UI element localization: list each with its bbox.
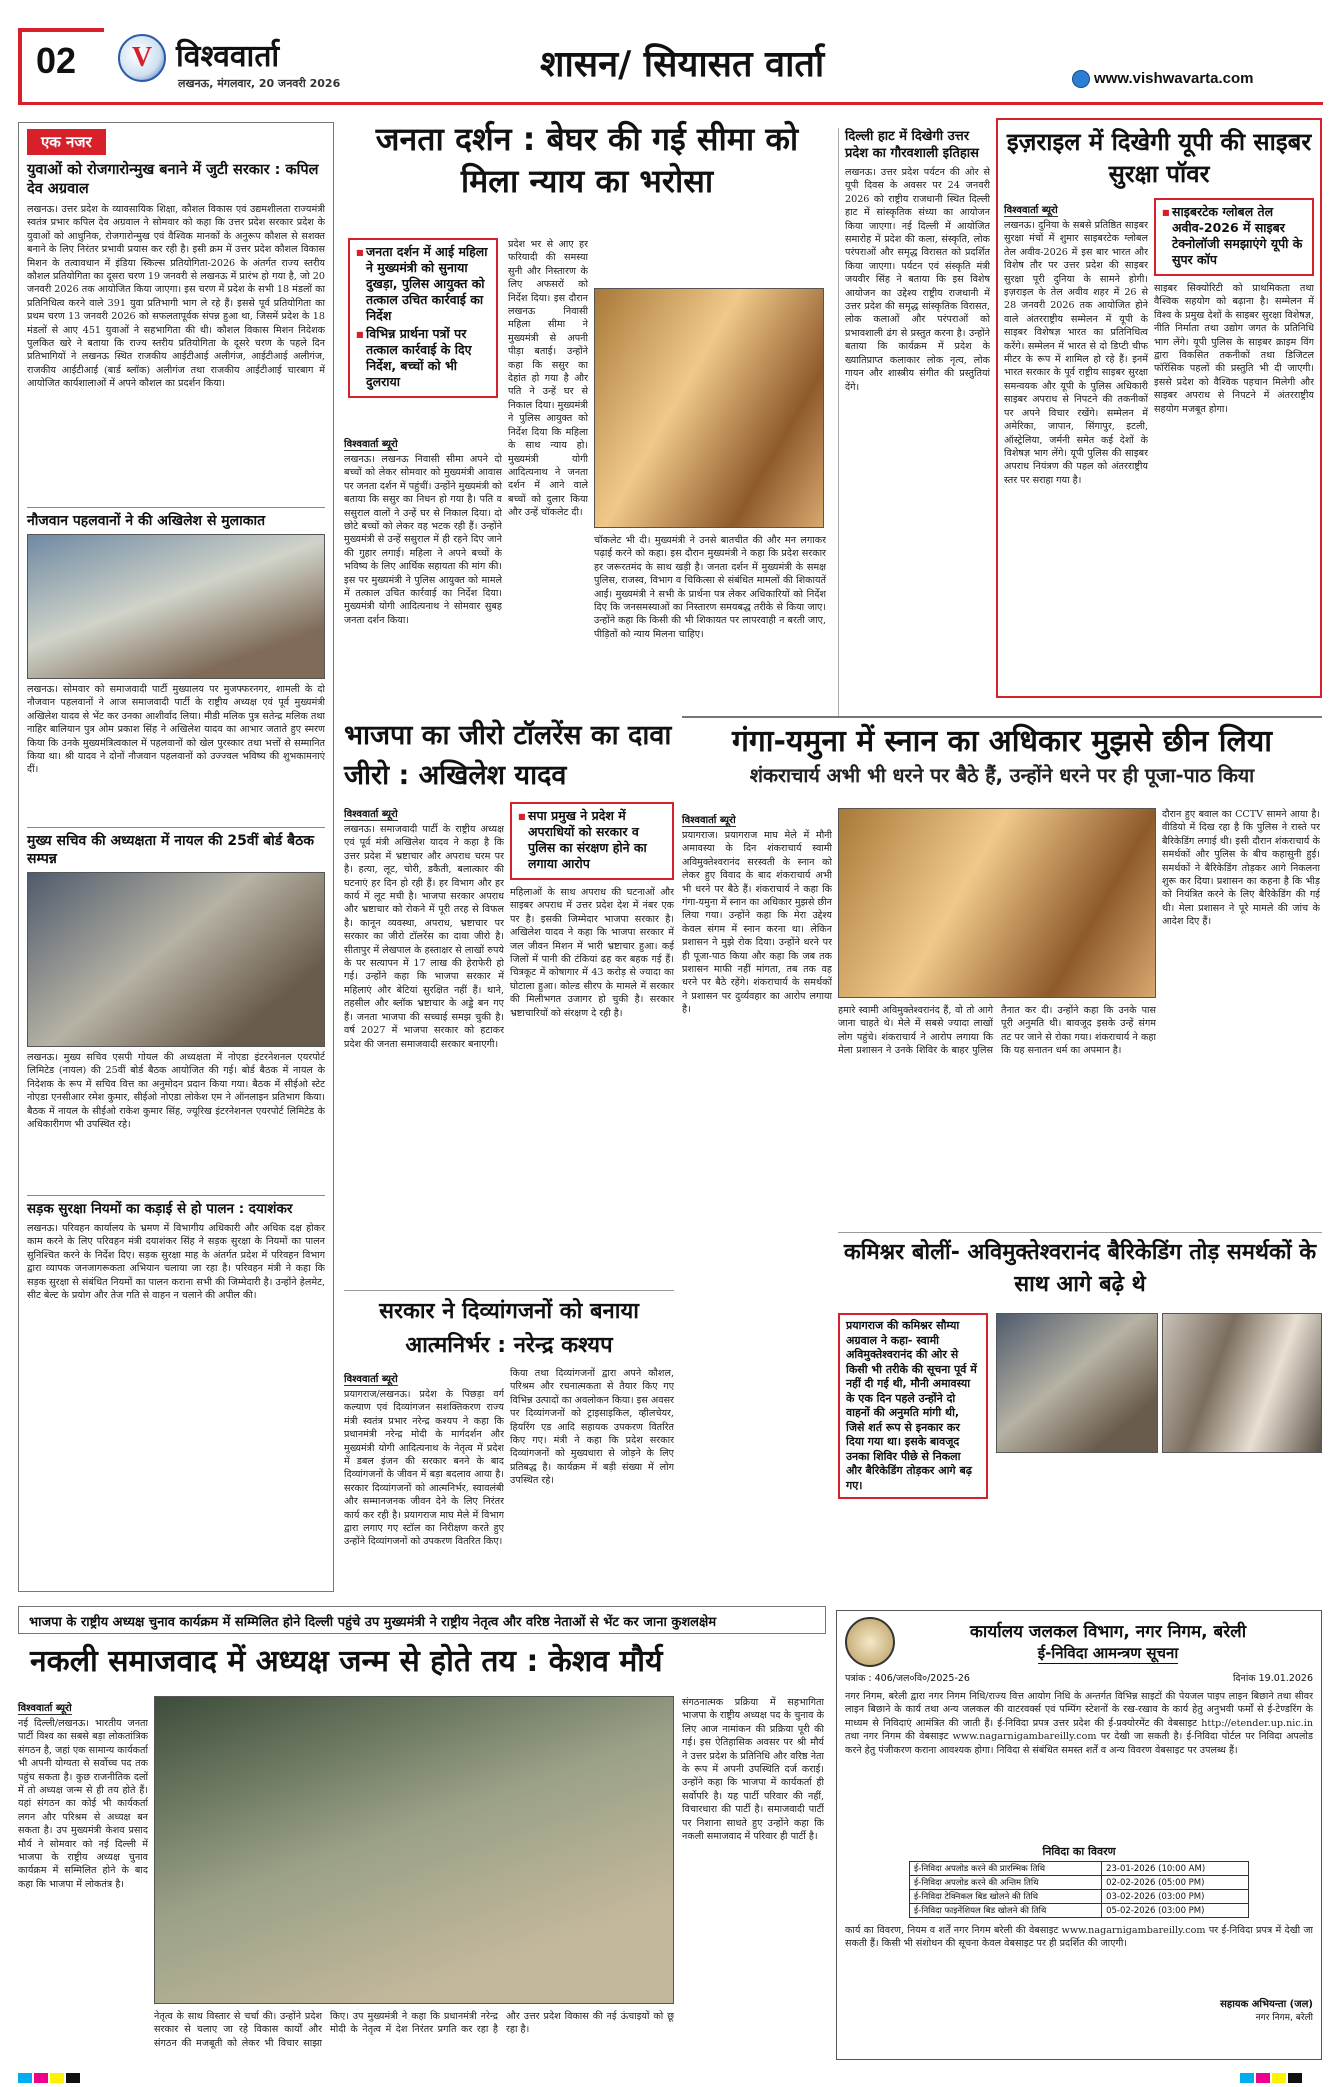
banner-strip-text: भाजपा के राष्ट्रीय अध्यक्ष चुनाव कार्यक्रम में सम्मिलित होने दिल्ली पहुंचे उप मुख्यमंत्री ने राष्ट्रीय नेतृत्व और वरिष्ठ नेताओं से भेंट कर जाना कुशलक्षेम bbox=[29, 1615, 717, 1630]
divyang-byline: विश्ववार्ता ब्यूरो bbox=[344, 1371, 398, 1386]
bjp-zero-title: भाजपा का जीरो टॉलरेंस का दावा जीरो : अखिलेश यादव bbox=[344, 720, 672, 791]
janta-darshan-text-a: लखनऊ। लखनऊ निवासी सीमा अपने दो बच्चों को लेकर सोमवार को मुख्यमंत्री आवास पर जनता दर्शन में पहुंचीं। उन्होंने मुख्यमंत्री को बताया कि ससुर का निधन हो गया है। पति व ससुराल वालों ने उन्हें घर से निकाल दिया। दो छोटे बच्चों को लेकर वह भटक रही हैं। उन्होंने मुख्यमंत्री से उन्हें ससुराल में ही रहने दिए जाने की गुहार लगाई। महिला ने अपने बच्चों के भविष्य के लिए आर्थिक सहायता की मांग की। इस पर मुख्यमंत्री ने पुलिस आयुक्त को मामले में तत्काल उचित कार्रवाई का निर्देश दिया। मुख्यमंत्री योगी आदित्यनाथ ने सोमवार सुबह जनता दर्शन किया। bbox=[344, 454, 502, 626]
print-color-bar-right bbox=[1240, 2068, 1304, 2087]
israel-text: लखनऊ। दुनिया के सबसे प्रतिष्ठित साइबर सुरक्षा मंचों में शुमार साइबरटेक ग्लोबल तेल अवीव-2026 में इस बार भारत और विशेष तौर पर उत्तर प्रदेश की साइबर सुरक्षा पूरी दुनिया के सामने होगी। इज़राइल के तेल अवीव शहर में 26 से 28 जनवरी 2026 तक आयोजित होने वाले अंतरराष्ट्रीय सम्मेलन में यूपी के साइबर विशेषज्ञ भारत का प्रतिनिधित्व करेंगे। सम्मेलन में भारत से दो डिप्टी चीफ मीटर के रूप में शामिल हो रहे हैं। इनमें भारत सरकार के पूर्व राष्ट्रीय साइबर सुरक्षा समन्वयक और यूपी के पुलिस अधिकारी साइबर अपराध से निपटने की तकनीकों पर अपने विचार रखेंगे। सम्मेलन में अमेरिका, जापान, सिंगापुर, इटली, ऑस्ट्रेलिया, जर्मनी समेत कई देशों के विशेषज्ञ भाग लेंगे। यूपी पुलिस की साइबर अपराध नियंत्रण की पहल को अंतरराष्ट्रीय स्तर पर सराहा गया है। bbox=[1004, 220, 1148, 486]
item3-title: मुख्य सचिव की अध्यक्षता में नायल की 25वीं बोर्ड बैठक सम्पन्न bbox=[27, 833, 315, 867]
item1-text: लखनऊ। उत्तर प्रदेश के व्यावसायिक शिक्षा, कौशल विकास एवं उद्यमशीलता राज्यमंत्री स्वतंत्र प्रभार कपिल देव अग्रवाल ने सोमवार को कहा कि उत्तर प्रदेश सरकार प्रदेश के युवाओं को आधुनिक, रोजगारोन्मुख एवं वैश्विक मानकों के अनुरूप कौशल से सशक्त बनाने के लिए निरंतर प्रभावी प्रयास कर रही है। इसी क्रम में उत्तर प्रदेश कौशल विकास मिशन के तत्वावधान में इंडिया स्किल्स प्रतियोगिता-2026 के अंतर्गत राज्य स्तरीय कौशल प्रतियोगिता का दूसरा चरण 19 जनवरी से लखनऊ में प्रारंभ हो गया है, जो 20 जनवरी 2026 तक आयोजित किया जाएगा। इस चरण में प्रदेश के सभी 18 मंडलों का प्रतिनिधित्व करने वाले 391 युवा प्रतिभागी भाग ले रहे हैं। इससे पूर्व प्रतियोगिता का प्रथम चरण 13 जनवरी 2026 को सफलतापूर्वक संपन्न हुआ था, जिसमें प्रदेश के 18 मंडलों से आए 451 युवाओं ने सहभागिता की थी। कौशल विकास मिशन निदेशक पुलकित खरे ने बताया कि राज्य स्तरीय प्रतियोगिता के दूसरे चरण के पहले दिन प्रतिभागियों ने लखनऊ स्थित राजकीय आईटीआई अलीगंज, आईटीआई अलीगंज, राजकीय आईटीआई (बार्ड ब्लॉक) अलीगंज तथा राजकीय आईटीआई चारबाग में आयोजित कार्यशालाओं में अपने कौशल का प्रदर्शन किया। bbox=[27, 204, 325, 390]
keshav-text: नई दिल्ली/लखनऊ। भारतीय जनता पार्टी विश्व का सबसे बड़ा लोकतांत्रिक संगठन है, जहां एक सामान्य कार्यकर्ता भी अपनी योग्यता से सर्वोच्च पद तक पहुंच सकता है। कुछ राजनीतिक दलों में तो अध्यक्ष जन्म से ही तय होते हैं। यहां संगठन का कोई भी कार्यकर्ता लगन और परिश्रम से अध्यक्ष बन सकता है। उप मुख्यमंत्री केशव प्रसाद मौर्य ने सोमवार को नई दिल्ली में भाजपा के राष्ट्रीय अध्यक्ष चुनाव कार्यक्रम में सम्मिलित होने के बाद कहा कि भाजपा में लोकतंत्र है। bbox=[18, 1718, 148, 1890]
commissioner-press-photo-1 bbox=[996, 1313, 1158, 1453]
israel-callout bbox=[1154, 198, 1314, 276]
bjp-zero-text-b: महिलाओं के साथ अपराध की घटनाओं और साइबर अपराध में उत्तर प्रदेश देश में नंबर एक पर है। इसकी जिम्मेदार भाजपा सरकार है। अखिलेश यादव ने कहा कि भाजपा सरकार में जल जीवन मिशन में भारी भ्रष्टाचार हुआ। कई जिलों में पानी की टंकियां ढह कर बहक गई हैं। चित्रकूट में कोषागार में 43 करोड़ से ज्यादा का घोटाला हुआ। कोल्ड सीरप के मामले में सरकार की मिलीभगत उजागर हो चुकी है। सरकार भ्रष्टाचारियों को संरक्षण दे रही है। bbox=[510, 887, 674, 1019]
commissioner-story bbox=[838, 1232, 1322, 1596]
commissioner-callout bbox=[838, 1313, 988, 1499]
municipal-seal-icon bbox=[845, 1617, 895, 1667]
israel-story bbox=[996, 118, 1322, 698]
item3-text: लखनऊ। मुख्य सचिव एसपी गोयल की अध्यक्षता में नोएडा इंटरनेशनल एयरपोर्ट लिमिटेड (नायल) की 25वीं बोर्ड बैठक आयोजित की गई। बोर्ड बैठक में नायल के निदेशक के रूप में सचिव वित्त का अनुमोदन प्रदान किया गया। बैठक में सीईओ स्टेट नोएडा एनसीआर रमेश कुमार, सीईओ नोएडा लोकेश एम ने ऑनलाइन प्रतिभाग किया। बैठक में नायल के सीईओ राकेश कुमार सिंह, ज्यूरिख इंटरनेशनल एयरपोर्ट लिमिटेड के अधिकारीगण भी उपस्थित रहे। bbox=[27, 1052, 325, 1131]
keshav-text-c: नेतृत्व के साथ विस्तार से चर्चा की। उन्होंने प्रदेश सरकार से चलाए जा रहे विकास कार्यों और संगठन की मजबूती को लेकर भी विचार साझा किए। उप मुख्यमंत्री ने कहा कि प्रधानमंत्री नरेन्द्र मोदी के नेतृत्व में देश निरंतर प्रगति कर रहा है और उत्तर प्रदेश विकास की नई ऊंचाइयों को छू रहा है। bbox=[154, 2011, 674, 2049]
tender-office: कार्यालय जलकल विभाग, नगर निगम, बरेली bbox=[969, 1621, 1247, 1642]
bjp-zero-story bbox=[344, 716, 674, 1276]
keshav-byline: विश्ववार्ता ब्यूरो bbox=[18, 1700, 72, 1715]
masthead-rule bbox=[18, 102, 1323, 105]
janta-darshan-text-c: चॉकलेट भी दी। मुख्यमंत्री ने उनसे बातचीत की और मन लगाकर पढ़ाई करने को कहा। इस दौरान मुख्यमंत्री ने कहा कि प्रदेश सरकार हर जरूरतमंद के साथ खड़ी है। जनता दर्शन में मुख्यमंत्री के समक्ष पुलिस, राजस्व, विभाग व चिकित्सा से संबंधित मामलों की शिकायतें आईं। मुख्यमंत्री ने सभी के प्रार्थना पत्र लेकर अधिकारियों को निर्देश दिए कि जनसमस्याओं का निस्तारण समयबद्ध तरीके से किया जाए। उन्होंने कहा कि किसी की भी शिकायत पर लापरवाही न बरती जाए, पीड़ितों को न्याय मिलना चाहिए। bbox=[594, 535, 826, 640]
shankaracharya-photo bbox=[838, 808, 1156, 998]
item1-title: युवाओं को रोजगारोन्मुख बनाने में जुटी सरकार : कपिल देव अग्रवाल bbox=[27, 162, 319, 197]
delhi-haat-story bbox=[838, 128, 990, 718]
keshav-text-b: संगठनात्मक प्रक्रिया में सहभागिता भाजपा के राष्ट्रीय अध्यक्ष पद के चुनाव के लिए आज नामांकन की प्रक्रिया पूरी की गई। इस ऐतिहासिक अवसर पर श्री मौर्य ने उत्तर प्रदेश के प्रतिनिधि और वरिष्ठ नेता के रूप में अपनी उपस्थिति दर्ज कराई। उन्होंने कहा कि भाजपा में कार्यकर्ता ही सर्वोपरि है। यह पार्टी परिवार की नहीं, विचारधारा की पार्टी है। समाजवादी पार्टी पर निशाना साधते हुए उन्होंने कहा कि नकली समाजवाद में परिवार ही पार्टी है। bbox=[682, 1697, 824, 1843]
tender-date: दिनांक 19.01.2026 bbox=[1233, 1673, 1313, 1684]
janta-darshan-callout bbox=[348, 238, 498, 398]
bjp-zero-text: लखनऊ। समाजवादी पार्टी के राष्ट्रीय अध्यक्ष एवं पूर्व मंत्री अखिलेश यादव ने कहा है कि उत्तर प्रदेश में भ्रष्टाचार और अपराध चरम पर है। हत्या, लूट, चोरी, डकैती, बलात्कार की घटनाएं हर दिन हो रही हैं। हर विभाग और हर कार्य में लूट मची है। भाजपा सरकार अपराध और भ्रष्टाचार को रोकने में पूरी तरह से विफल है। कानून व्यवस्था, अपराध, भ्रष्टाचार पर सरकार का जीरो टॉलरेंस का दावा जीरो है। सीतापुर में लेखपाल के हस्ताक्षर से लाखों रुपये के पर सत्यापन में 17 लाख की हेराफेरी हो गई। उन्होंने कहा कि भाजपा सरकार में महिलाएं और बेटियां सुरक्षित नहीं हैं। थाने, तहसील और ब्लॉक भ्रष्टाचार के अड्डे बन गए हैं। जनता भाजपा की सच्चाई समझ चुकी है। वर्ष 2027 में भाजपा सरकार को हटाकर प्रदेश की जनता समाजवादी सरकार बनाएगी। bbox=[344, 824, 504, 1050]
israel-text-continued: साइबर सिक्योरिटी को प्राथमिकता तथा वैश्विक सहयोग को बढ़ाना है। सम्मेलन में विश्व के प्रमुख देशों के साइबर सुरक्षा विशेषज्ञ, नीति निर्माता तथा उद्योग जगत के प्रतिनिधि भाग लेंगे। यूपी पुलिस के साइबर क्राइम विंग द्वारा विकसित तकनीकों तथा डिजिटल फॉरेंसिक पहलों की प्रस्तुति भी दी जाएगी। इससे प्रदेश को वैश्विक पहचान मिलेगी और साइबर अपराध से निपटने में अंतरराष्ट्रीय सहयोग मजबूत होगा। bbox=[1154, 283, 1314, 415]
tender-notice bbox=[836, 1610, 1322, 2060]
ganga-text: प्रयागराज। प्रयागराज माघ मेले में मौनी अमावस्या के दिन शंकराचार्य स्वामी अविमुक्तेश्वरानंद सरस्वती के स्नान को लेकर हुए विवाद के बाद शंकराचार्य अभी भी धरने पर बैठे हैं। शंकराचार्य ने कहा कि गंगा-यमुना में स्नान का अधिकार मुझसे छीन लिया गया। उन्होंने कहा कि मेरा उद्देश्य केवल संगम में स्नान करना था। लेकिन प्रशासन ने मुझे रोक दिया। उन्होंने धरने पर ही पूजा-पाठ किया और कहा कि जब तक प्रशासन माफी नहीं मांगता, तब तक वह धरने पर बैठे रहेंगे। शंकराचार्य के समर्थकों ने प्रशासन पर दुर्व्यवहार का आरोप लगाया है। bbox=[682, 830, 832, 1016]
janta-darshan-byline: विश्ववार्ता ब्यूरो bbox=[344, 436, 398, 451]
tender-footer-text: कार्य का विवरण, नियम व शर्तें नगर निगम बरेली की वेबसाइट www.nagarnigambareilly.com पर ई-निविदा प्रपत्र में देखी जा सकती हैं। किसी भी संशोधन की सूचना केवल वेबसाइट पर ही प्रदर्शित की जाएगी। bbox=[845, 1925, 1313, 1950]
callout-point-2: ■ विभिन्न प्रार्थना पत्रों पर तत्काल कार्रवाई के दिए निर्देश, बच्चों को भी दुलराया bbox=[356, 326, 490, 390]
banner-strip bbox=[18, 1606, 826, 1634]
logo-icon bbox=[118, 34, 166, 82]
delhi-haat-title: दिल्ली हाट में दिखेगी उत्तर प्रदेश का गौरवशाली इतिहास bbox=[845, 129, 979, 161]
tender-table-title: निविदा का विवरण bbox=[1042, 1845, 1116, 1858]
ganga-story bbox=[682, 716, 1322, 1216]
ek-nazar-column bbox=[18, 122, 334, 1592]
commissioner-press-photo-2 bbox=[1162, 1313, 1322, 1453]
table-row: ई-निविदा अपलोड करने की प्रारम्भिक तिथि 23-01-2026 (10:00 AM) bbox=[910, 1862, 1249, 1876]
ganga-title: गंगा-यमुना में स्नान का अधिकार मुझसे छीन लिया bbox=[731, 724, 1272, 759]
commissioner-callout-text: प्रयागराज की कमिश्नर सौम्या अग्रवाल ने कहा- स्वामी अविमुक्तेश्वरानंद की ओर से किसी भी तरीके की सूचना पूर्व में नहीं दी गई थी, मौनी अमावस्या के एक दिन पहले उन्होंने दो वाहनों की अनुमति मांगी थी, जिसे शर्त रूप से इनकार कर दिया गया था। इसके बावजूद उनका शिविर पीछे से निकला और बैरिकेडिंग तोड़कर आगे बढ़ गए। bbox=[846, 1319, 977, 1492]
janta-darshan-text-b: प्रदेश भर से आए हर फरियादी की समस्या सुनी और निस्तारण के लिए अफसरों को निर्देश दिया। इस दौरान लखनऊ निवासी महिला सीमा ने मुख्यमंत्री से अपनी पीड़ा बताई। उन्होंने कहा कि ससुर का देहांत हो गया है और पति ने उन्हें घर से निकाल दिया। मुख्यमंत्री ने पुलिस आयुक्त को निर्देश दिया कि महिला के साथ न्याय हो। मुख्यमंत्री योगी आदित्यनाथ ने जनता दर्शन में आने वाले बच्चों को दुलार किया और उन्हें चॉकलेट दी। bbox=[508, 239, 588, 519]
commissioner-title: कमिश्नर बोलीं- अविमुक्तेश्वरानंद बैरिकेडिंग तोड़ समर्थकों के साथ आगे बढ़े थे bbox=[843, 1240, 1317, 1297]
israel-callout-point: ■ साइबरटेक ग्लोबल तेल अवीव-2026 में साइबर टेक्नोलॉजी समझाएंगे यूपी के सुपर कॉप bbox=[1162, 204, 1306, 268]
ek-nazar-label: एक नजर bbox=[27, 129, 106, 155]
ganga-text-b: हमारे स्वामी अविमुक्तेश्वरानंद हैं, वो तो आगे जाना चाहते थे। मेले में सबसे ज्यादा लाखों लोग पहुंचे। शंकराचार्य ने आरोप लगाया कि मेला प्रशासन ने उनके शिविर के बाहर पुलिस तैनात कर दी। उन्होंने कहा कि उनके पास पूरी अनुमति थी। बावजूद इसके उन्हें संगम तट पर जाने से रोका गया। शंकराचार्य ने कहा कि यह सनातन धर्म का अपमान है। bbox=[838, 1005, 1156, 1057]
table-row: ई-निविदा टेक्निकल बिड खोलने की तिथि 03-02-2026 (03:00 PM) bbox=[910, 1890, 1249, 1904]
ganga-text-c: दौरान हुए बवाल का CCTV सामने आया है। वीडियो में दिख रहा है कि पुलिस ने रास्ते पर बैरिकेडिंग लगाई थी। इसी दौरान शंकराचार्य के समर्थकों और पुलिस के बीच कहासुनी हुई। समर्थकों ने बैरिकेडिंग तोड़कर आगे निकलना शुरू कर दिया। प्रशासन का कहना है कि भीड़ को नियंत्रित करने के लिए बैरिकेडिंग की गई थी। मेला प्रशासन ने पूरे मामले की जांच के आदेश दिए हैं। bbox=[1162, 809, 1320, 928]
item2-title: नौजवान पहलवानों ने की अखिलेश से मुलाकात bbox=[27, 513, 266, 529]
keshav-photo bbox=[154, 1696, 674, 2004]
divyang-story bbox=[344, 1290, 674, 1594]
logo-letter: V bbox=[131, 42, 153, 73]
website[interactable]: www.vishwavarta.com bbox=[1094, 70, 1254, 87]
item2-text: लखनऊ। सोमवार को समाजवादी पार्टी मुख्यालय पर मुजफ्फरनगर, शामली के दो नौजवान पहलवानों ने आज समाजवादी पार्टी के राष्ट्रीय अध्यक्ष एवं पूर्व मुख्यमंत्री अखिलेश यादव से भेंट कर उनका आशीर्वाद लिया। मीडी मलिक पुत्र सतेन्द्र मलिक तथा नाहिर बालियान पुत्र ओम प्रकाश सिंह ने अखिलेश यादव का आभार जताते हुए स्मरण किया कि उनके मुख्यमंत्रित्वकाल में पहलवानों को खेल पुरस्कार तथा भत्तों से सम्मानित किया था। श्री यादव ने दोनों नौजवान पहलवानों को उज्ज्वल भविष्य की शुभकामनाएं दीं। bbox=[27, 684, 325, 776]
section-title: शासन/ सियासत वार्ता bbox=[540, 44, 825, 85]
divyang-text-b: किया तथा दिव्यांगजनों द्वारा अपने कौशल, परिश्रम और रचनात्मकता से तैयार किए गए विभिन्न उत्पादों का अवलोकन किया। इस अवसर पर दिव्यांगजनों को ट्राइसाइकिल, व्हीलचेयर, हियरिंग एड आदि सहायक उपकरण वितरित किए गए। मंत्री ने कहा कि प्रदेश सरकार दिव्यांगजनों को मुख्यधारा से जोड़ने के लिए प्रतिबद्ध है। कार्यक्रम में बड़ी संख्या में लोग उपस्थित रहे। bbox=[510, 1368, 674, 1487]
table-row: ई-निविदा फाइनेंशियल बिड खोलने की तिथि 05-02-2026 (03:00 PM) bbox=[910, 1904, 1249, 1918]
bjp-zero-byline: विश्ववार्ता ब्यूरो bbox=[344, 806, 398, 821]
israel-byline: विश्ववार्ता ब्यूरो bbox=[1004, 202, 1058, 217]
bjp-zero-callout-point: ■ सपा प्रमुख ने प्रदेश में अपराधियों को सरकार व पुलिस का संरक्षण होने का लगाया आरोप bbox=[518, 808, 666, 872]
divyang-text: प्रयागराज/लखनऊ। प्रदेश के पिछड़ा वर्ग कल्याण एवं दिव्यांगजन सशक्तिकरण राज्य मंत्री स्वतंत्र प्रभार नरेन्द्र कश्यप ने कहा कि प्रधानमंत्री नरेन्द्र मोदी के मार्गदर्शन और मुख्यमंत्री योगी आदित्यनाथ के नेतृत्व में प्रदेश में डबल इंजन की सरकार बनने के बाद दिव्यांगजनों के जीवन में बड़ा बदलाव आया है। सरकार दिव्यांगजनों को आत्मनिर्भर, स्वावलंबी और सम्मानजनक जीवन देने के लिए निरंतर कार्य कर रही है। प्रयागराज माघ मेले में विभाग द्वारा लगाए गए स्टॉल का निरीक्षण करते हुए उन्होंने दिव्यांगजनों को उपकरण वितरित किए। bbox=[344, 1389, 504, 1548]
israel-title: इज़राइल में दिखेगी यूपी की साइबर सुरक्षा पॉवर bbox=[1006, 128, 1312, 188]
keshav-story bbox=[18, 1640, 826, 2060]
page-number: 02 bbox=[36, 40, 77, 81]
tender-subtitle: ई-निविदा आमन्त्रण सूचना bbox=[1037, 1643, 1179, 1662]
tender-table bbox=[909, 1861, 1249, 1918]
delhi-haat-text: लखनऊ। उत्तर प्रदेश पर्यटन की ओर से यूपी दिवस के अवसर पर 24 जनवरी 2026 को राष्ट्रीय राजधानी स्थित दिल्ली हाट में सांस्कृतिक संध्या का आयोजन किया जाएगा। नई दिल्ली में आयोजित समारोह में प्रदेश की कला, संस्कृति, लोक परंपराओं और समृद्ध विरासत को प्रदर्शित किया जाएगा। पर्यटन एवं संस्कृति मंत्री जयवीर सिंह ने बताया कि इस विशेष आयोजन का उद्देश्य राष्ट्रीय राजधानी में उत्तर प्रदेश की समृद्ध सांस्कृतिक विरासत, लोक कलाओं और परंपराओं को प्रभावशाली ढंग से प्रस्तुत करना है। उन्होंने बताया कि कार्यक्रम में प्रदेश के ख्यातिप्राप्त कलाकार लोक नृत्य, लोक गायन और शास्त्रीय संगीत की प्रस्तुतियां देंगे। bbox=[845, 167, 990, 393]
meeting-photo bbox=[27, 872, 325, 1047]
tender-patrank: पत्रांक : 406/जल०वि०/2025-26 bbox=[845, 1673, 970, 1684]
wrestlers-photo bbox=[27, 534, 325, 679]
tender-text: नगर निगम, बरेली द्वारा नगर निगम निधि/राज्य वित्त आयोग निधि के अन्तर्गत विभिन्न साइटों की पेयजल पाइप लाइन बिछाने तथा सीवर लाइन बिछाने के कार्य तथा अन्य जलकल की वाटरवर्क्स एवं पम्पिंग स्टेशनों के रख-रखाव के कार्य हेतु अनुभवी फर्मों से ई-टेण्डरिंग के माध्यम से निविदाएं आमंत्रित की जाती हैं। ई-निविदा प्रपत्र उत्तर प्रदेश की ई-प्रक्योरमेंट की वेबसाइट http://etender.up.nic.in तथा नगर निगम की वेबसाइट www.nagarnigambareilly.com पर देखी जा सकती है। ई-निविदा पोर्टल पर निविदा अपलोड करने हेतु पंजीकरण कराना आवश्यक होगा। निविदा से संबंधित समस्त शर्तें व अन्य विवरण वेबसाइट पर उपलब्ध हैं। bbox=[845, 1691, 1313, 1756]
ganga-subtitle: शंकराचार्य अभी भी धरने पर बैठे हैं, उन्होंने धरने पर ही पूजा-पाठ किया bbox=[749, 764, 1255, 787]
item4-text: लखनऊ। परिवहन कार्यालय के भ्रमण में विभागीय अधिकारी और अधिक दक्ष होकर काम करने के लिए परिवहन मंत्री दयाशंकर सिंह ने सड़क सुरक्षा के नियमों का पालन सुनिश्चित करने के निर्देश दिए। सड़क सुरक्षा माह के अंतर्गत प्रदेश में परिवहन विभाग द्वारा व्यापक जनजागरूकता अभियान चलाया जा रहा है। परिवहन मंत्री ने कहा कि सड़क सुरक्षा से संबंधित नियमों का पालन कराना सभी की जिम्मेदारी है। उन्होंने हेलमेट, सीट बेल्ट के प्रयोग और तेज गति से वाहन न चलाने की अपील की। bbox=[27, 1223, 325, 1302]
callout-point-1: ■ जनता दर्शन में आई महिला ने मुख्यमंत्री को सुनाया दुखड़ा, पुलिस आयुक्त को तत्काल उचित कार्रवाई का निर्देश bbox=[356, 244, 490, 324]
keshav-title: नकली समाजवाद में अध्यक्ष जन्म से होते तय : केशव मौर्य bbox=[30, 1644, 663, 1679]
paper-name: विश्ववार्ता bbox=[176, 39, 280, 74]
tender-signatory-org: नगर निगम, बरेली bbox=[1255, 2013, 1313, 2023]
ganga-byline: विश्ववार्ता ब्यूरो bbox=[682, 812, 736, 827]
janta-darshan-story bbox=[344, 118, 830, 708]
table-row: ई-निविदा अपलोड करने की अन्तिम तिथि 02-02-2026 (05:00 PM) bbox=[910, 1876, 1249, 1890]
divyang-title: सरकार ने दिव्यांगजनों को बनाया आत्मनिर्भर : नरेन्द्र कश्यप bbox=[379, 1299, 639, 1358]
date-line: लखनऊ, मंगलवार, 20 जनवरी 2026 bbox=[178, 77, 341, 90]
globe-icon bbox=[1072, 70, 1090, 88]
bjp-zero-callout bbox=[510, 802, 674, 880]
tender-signatory: सहायक अभियन्ता (जल) bbox=[1220, 1999, 1313, 2010]
item4-title: सड़क सुरक्षा नियमों का कड़ाई से हो पालन : दयाशंकर bbox=[27, 1201, 293, 1217]
print-color-bar-left bbox=[18, 2068, 82, 2087]
janta-darshan-title: जनता दर्शन : बेघर की गई सीमा को मिला न्याय का भरोसा bbox=[375, 120, 799, 200]
cm-janta-darshan-photo bbox=[594, 288, 824, 528]
